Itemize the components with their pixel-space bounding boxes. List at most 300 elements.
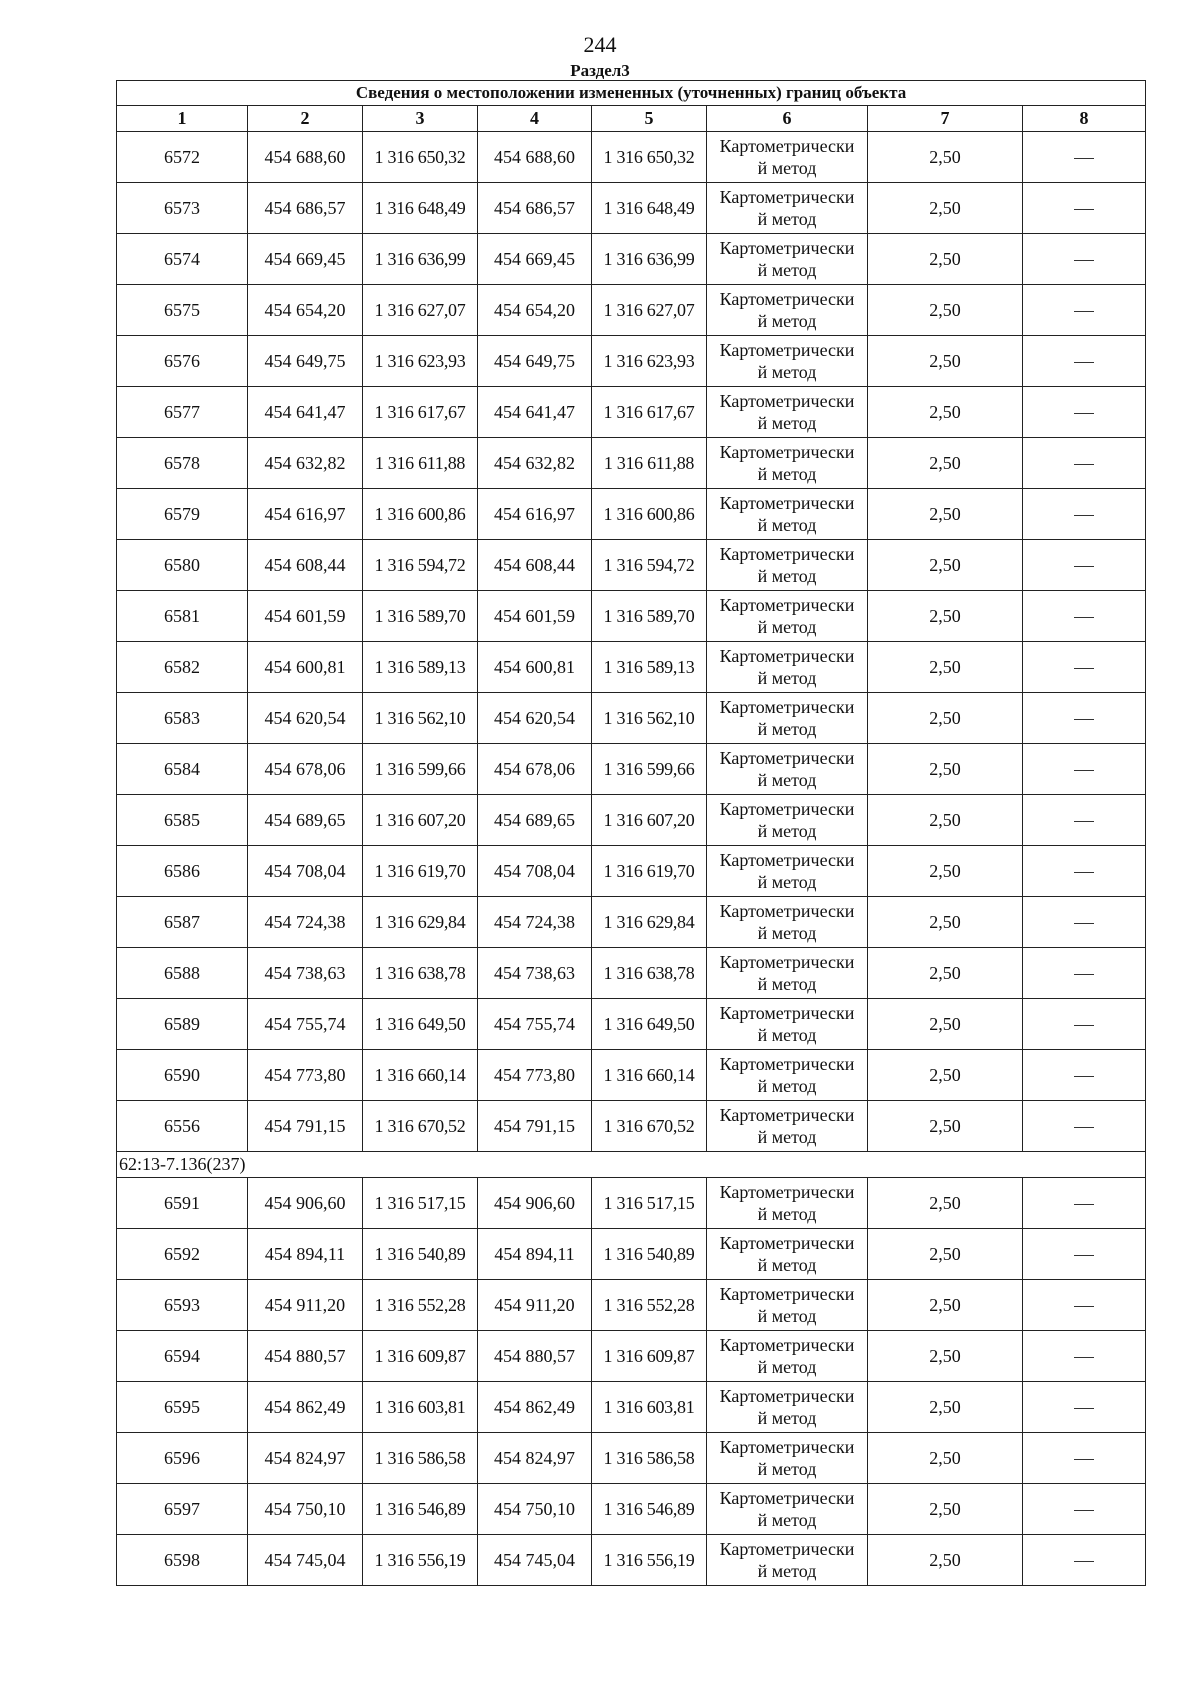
x-existing: 454 600,81 bbox=[248, 642, 363, 693]
column-number: 7 bbox=[868, 106, 1023, 132]
y-existing: 1 316 589,13 bbox=[363, 642, 478, 693]
method-line-2: й метод bbox=[757, 1306, 817, 1326]
table-caption-row bbox=[117, 81, 1146, 106]
x-existing: 454 755,74 bbox=[248, 999, 363, 1050]
y-new: 1 316 623,93 bbox=[592, 336, 707, 387]
table-row bbox=[117, 897, 1146, 948]
method-line-1: Картометрически bbox=[719, 595, 855, 615]
accuracy-value: 2,50 bbox=[868, 1382, 1023, 1433]
x-existing: 454 678,06 bbox=[248, 744, 363, 795]
accuracy-value: 2,50 bbox=[868, 795, 1023, 846]
method-cell bbox=[707, 489, 868, 540]
y-new: 1 316 648,49 bbox=[592, 183, 707, 234]
x-new: 454 750,10 bbox=[478, 1484, 592, 1535]
method-cell bbox=[707, 540, 868, 591]
method-cell bbox=[707, 1484, 868, 1535]
note-cell bbox=[1023, 1382, 1146, 1433]
note-cell bbox=[1023, 999, 1146, 1050]
point-number: 6575 bbox=[117, 285, 248, 336]
x-new: 454 678,06 bbox=[478, 744, 592, 795]
dash-mark bbox=[1074, 311, 1094, 312]
point-number: 6576 bbox=[117, 336, 248, 387]
method-cell bbox=[707, 948, 868, 999]
note-cell bbox=[1023, 234, 1146, 285]
method-cell bbox=[707, 846, 868, 897]
y-new: 1 316 650,32 bbox=[592, 132, 707, 183]
x-new: 454 862,49 bbox=[478, 1382, 592, 1433]
note-cell bbox=[1023, 693, 1146, 744]
y-new: 1 316 638,78 bbox=[592, 948, 707, 999]
dash-mark bbox=[1074, 566, 1094, 567]
table-row bbox=[117, 336, 1146, 387]
x-new: 454 620,54 bbox=[478, 693, 592, 744]
accuracy-value: 2,50 bbox=[868, 1331, 1023, 1382]
method-line-1: Картометрически bbox=[719, 748, 855, 768]
dash-mark bbox=[1074, 770, 1094, 771]
method-line-2: й метод bbox=[757, 158, 817, 178]
note-cell bbox=[1023, 540, 1146, 591]
table-row bbox=[117, 1178, 1146, 1229]
note-cell bbox=[1023, 591, 1146, 642]
point-number: 6593 bbox=[117, 1280, 248, 1331]
x-new: 454 688,60 bbox=[478, 132, 592, 183]
y-existing: 1 316 599,66 bbox=[363, 744, 478, 795]
method-line-1: Картометрически bbox=[719, 289, 855, 309]
method-line-2: й метод bbox=[757, 362, 817, 382]
x-existing: 454 669,45 bbox=[248, 234, 363, 285]
method-cell bbox=[707, 642, 868, 693]
method-line-1: Картометрически bbox=[719, 799, 855, 819]
method-cell bbox=[707, 234, 868, 285]
x-new: 454 654,20 bbox=[478, 285, 592, 336]
x-new: 454 906,60 bbox=[478, 1178, 592, 1229]
x-new: 454 600,81 bbox=[478, 642, 592, 693]
column-number: 3 bbox=[363, 106, 478, 132]
dash-mark bbox=[1074, 872, 1094, 873]
method-line-1: Картометрически bbox=[719, 1488, 855, 1508]
table-row bbox=[117, 642, 1146, 693]
table-row bbox=[117, 1101, 1146, 1152]
x-new: 454 880,57 bbox=[478, 1331, 592, 1382]
note-cell bbox=[1023, 132, 1146, 183]
note-cell bbox=[1023, 1101, 1146, 1152]
x-new: 454 708,04 bbox=[478, 846, 592, 897]
method-line-2: й метод bbox=[757, 260, 817, 280]
method-line-1: Картометрически bbox=[719, 544, 855, 564]
x-new: 454 791,15 bbox=[478, 1101, 592, 1152]
point-number: 6594 bbox=[117, 1331, 248, 1382]
method-line-1: Картометрически bbox=[719, 646, 855, 666]
dash-mark bbox=[1074, 974, 1094, 975]
page-number: 244 bbox=[583, 32, 617, 57]
y-existing: 1 316 517,15 bbox=[363, 1178, 478, 1229]
x-existing: 454 641,47 bbox=[248, 387, 363, 438]
point-number: 6589 bbox=[117, 999, 248, 1050]
x-existing: 454 750,10 bbox=[248, 1484, 363, 1535]
method-cell bbox=[707, 1280, 868, 1331]
accuracy-value: 2,50 bbox=[868, 1280, 1023, 1331]
y-new: 1 316 619,70 bbox=[592, 846, 707, 897]
x-existing: 454 708,04 bbox=[248, 846, 363, 897]
y-new: 1 316 636,99 bbox=[592, 234, 707, 285]
x-existing: 454 862,49 bbox=[248, 1382, 363, 1433]
x-new: 454 689,65 bbox=[478, 795, 592, 846]
method-line-2: й метод bbox=[757, 566, 817, 586]
dash-mark bbox=[1074, 719, 1094, 720]
point-number: 6573 bbox=[117, 183, 248, 234]
method-line-2: й метод bbox=[757, 1459, 817, 1479]
y-existing: 1 316 623,93 bbox=[363, 336, 478, 387]
dash-mark bbox=[1074, 1459, 1094, 1460]
accuracy-value: 2,50 bbox=[868, 693, 1023, 744]
point-number: 6586 bbox=[117, 846, 248, 897]
point-number: 6597 bbox=[117, 1484, 248, 1535]
accuracy-value: 2,50 bbox=[868, 744, 1023, 795]
table-row bbox=[117, 1050, 1146, 1101]
y-existing: 1 316 607,20 bbox=[363, 795, 478, 846]
note-cell bbox=[1023, 897, 1146, 948]
method-line-2: й метод bbox=[757, 821, 817, 841]
method-line-2: й метод bbox=[757, 617, 817, 637]
y-existing: 1 316 648,49 bbox=[363, 183, 478, 234]
dash-mark bbox=[1074, 1510, 1094, 1511]
x-existing: 454 649,75 bbox=[248, 336, 363, 387]
table-row bbox=[117, 591, 1146, 642]
accuracy-value: 2,50 bbox=[868, 999, 1023, 1050]
x-existing: 454 724,38 bbox=[248, 897, 363, 948]
method-cell bbox=[707, 183, 868, 234]
method-cell bbox=[707, 1382, 868, 1433]
column-number: 4 bbox=[478, 106, 592, 132]
accuracy-value: 2,50 bbox=[868, 438, 1023, 489]
x-new: 454 738,63 bbox=[478, 948, 592, 999]
method-cell bbox=[707, 693, 868, 744]
y-new: 1 316 660,14 bbox=[592, 1050, 707, 1101]
note-cell bbox=[1023, 1229, 1146, 1280]
method-line-1: Картометрически bbox=[719, 1054, 855, 1074]
note-cell bbox=[1023, 846, 1146, 897]
note-cell bbox=[1023, 183, 1146, 234]
dash-mark bbox=[1074, 1561, 1094, 1562]
accuracy-value: 2,50 bbox=[868, 387, 1023, 438]
x-new: 454 641,47 bbox=[478, 387, 592, 438]
method-line-2: й метод bbox=[757, 413, 817, 433]
x-new: 454 632,82 bbox=[478, 438, 592, 489]
table-row bbox=[117, 1331, 1146, 1382]
method-line-2: й метод bbox=[757, 1510, 817, 1530]
dash-mark bbox=[1074, 821, 1094, 822]
method-cell bbox=[707, 999, 868, 1050]
point-number: 6556 bbox=[117, 1101, 248, 1152]
table-row bbox=[117, 1433, 1146, 1484]
table-caption: Сведения о местоположении измененных (уточненных) границ объекта bbox=[117, 81, 1146, 106]
x-existing: 454 654,20 bbox=[248, 285, 363, 336]
table-row bbox=[117, 489, 1146, 540]
method-cell bbox=[707, 387, 868, 438]
table-row bbox=[117, 183, 1146, 234]
y-existing: 1 316 636,99 bbox=[363, 234, 478, 285]
note-cell bbox=[1023, 438, 1146, 489]
dash-mark bbox=[1074, 1306, 1094, 1307]
accuracy-value: 2,50 bbox=[868, 285, 1023, 336]
accuracy-value: 2,50 bbox=[868, 1229, 1023, 1280]
x-existing: 454 824,97 bbox=[248, 1433, 363, 1484]
table-row bbox=[117, 795, 1146, 846]
point-number: 6572 bbox=[117, 132, 248, 183]
x-existing: 454 791,15 bbox=[248, 1101, 363, 1152]
method-line-1: Картометрически bbox=[719, 442, 855, 462]
y-existing: 1 316 586,58 bbox=[363, 1433, 478, 1484]
point-number: 6588 bbox=[117, 948, 248, 999]
method-line-2: й метод bbox=[757, 719, 817, 739]
method-cell bbox=[707, 1050, 868, 1101]
y-existing: 1 316 609,87 bbox=[363, 1331, 478, 1382]
method-line-2: й метод bbox=[757, 668, 817, 688]
x-new: 454 773,80 bbox=[478, 1050, 592, 1101]
method-line-2: й метод bbox=[757, 1204, 817, 1224]
section-title: Раздел3 bbox=[570, 61, 630, 80]
x-new: 454 894,11 bbox=[478, 1229, 592, 1280]
note-cell bbox=[1023, 1331, 1146, 1382]
table-row bbox=[117, 387, 1146, 438]
column-number: 5 bbox=[592, 106, 707, 132]
y-existing: 1 316 556,19 bbox=[363, 1535, 478, 1586]
dash-mark bbox=[1074, 668, 1094, 669]
y-new: 1 316 609,87 bbox=[592, 1331, 707, 1382]
x-new: 454 686,57 bbox=[478, 183, 592, 234]
table-row bbox=[117, 438, 1146, 489]
x-existing: 454 608,44 bbox=[248, 540, 363, 591]
note-cell bbox=[1023, 744, 1146, 795]
method-cell bbox=[707, 438, 868, 489]
accuracy-value: 2,50 bbox=[868, 1535, 1023, 1586]
table-row bbox=[117, 1280, 1146, 1331]
y-new: 1 316 589,70 bbox=[592, 591, 707, 642]
accuracy-value: 2,50 bbox=[868, 1050, 1023, 1101]
method-line-1: Картометрически bbox=[719, 391, 855, 411]
x-new: 454 724,38 bbox=[478, 897, 592, 948]
point-number: 6582 bbox=[117, 642, 248, 693]
method-line-1: Картометрически bbox=[719, 1437, 855, 1457]
dash-mark bbox=[1074, 1025, 1094, 1026]
column-number: 6 bbox=[707, 106, 868, 132]
point-number: 6591 bbox=[117, 1178, 248, 1229]
x-new: 454 669,45 bbox=[478, 234, 592, 285]
dash-mark bbox=[1074, 1255, 1094, 1256]
method-line-2: й метод bbox=[757, 1127, 817, 1147]
x-existing: 454 894,11 bbox=[248, 1229, 363, 1280]
y-existing: 1 316 638,78 bbox=[363, 948, 478, 999]
method-line-1: Картометрически bbox=[719, 1335, 855, 1355]
method-line-2: й метод bbox=[757, 1025, 817, 1045]
method-line-1: Картометрически bbox=[719, 1284, 855, 1304]
point-number: 6590 bbox=[117, 1050, 248, 1101]
point-number: 6585 bbox=[117, 795, 248, 846]
method-line-1: Картометрически bbox=[719, 187, 855, 207]
dash-mark bbox=[1074, 923, 1094, 924]
y-new: 1 316 627,07 bbox=[592, 285, 707, 336]
method-cell bbox=[707, 1229, 868, 1280]
note-cell bbox=[1023, 489, 1146, 540]
table-row bbox=[117, 693, 1146, 744]
note-cell bbox=[1023, 1484, 1146, 1535]
y-new: 1 316 556,19 bbox=[592, 1535, 707, 1586]
group-label: 62:13-7.136(237) bbox=[117, 1152, 1146, 1178]
point-number: 6580 bbox=[117, 540, 248, 591]
method-line-1: Картометрически bbox=[719, 952, 855, 972]
method-cell bbox=[707, 1331, 868, 1382]
accuracy-value: 2,50 bbox=[868, 1101, 1023, 1152]
x-existing: 454 689,65 bbox=[248, 795, 363, 846]
table-row bbox=[117, 1229, 1146, 1280]
y-new: 1 316 589,13 bbox=[592, 642, 707, 693]
x-new: 454 608,44 bbox=[478, 540, 592, 591]
y-existing: 1 316 650,32 bbox=[363, 132, 478, 183]
y-existing: 1 316 670,52 bbox=[363, 1101, 478, 1152]
method-cell bbox=[707, 285, 868, 336]
y-existing: 1 316 611,88 bbox=[363, 438, 478, 489]
x-new: 454 616,97 bbox=[478, 489, 592, 540]
point-number: 6596 bbox=[117, 1433, 248, 1484]
dash-mark bbox=[1074, 362, 1094, 363]
method-line-2: й метод bbox=[757, 1408, 817, 1428]
dash-mark bbox=[1074, 515, 1094, 516]
accuracy-value: 2,50 bbox=[868, 846, 1023, 897]
accuracy-value: 2,50 bbox=[868, 234, 1023, 285]
method-cell bbox=[707, 336, 868, 387]
x-new: 454 649,75 bbox=[478, 336, 592, 387]
coordinates-table bbox=[116, 80, 1146, 1586]
accuracy-value: 2,50 bbox=[868, 540, 1023, 591]
column-number: 2 bbox=[248, 106, 363, 132]
y-new: 1 316 629,84 bbox=[592, 897, 707, 948]
y-existing: 1 316 600,86 bbox=[363, 489, 478, 540]
accuracy-value: 2,50 bbox=[868, 1178, 1023, 1229]
table-row bbox=[117, 132, 1146, 183]
x-existing: 454 738,63 bbox=[248, 948, 363, 999]
method-line-1: Картометрически bbox=[719, 493, 855, 513]
y-existing: 1 316 589,70 bbox=[363, 591, 478, 642]
table-row bbox=[117, 1484, 1146, 1535]
method-cell bbox=[707, 132, 868, 183]
y-existing: 1 316 617,67 bbox=[363, 387, 478, 438]
x-existing: 454 686,57 bbox=[248, 183, 363, 234]
method-cell bbox=[707, 1178, 868, 1229]
y-new: 1 316 517,15 bbox=[592, 1178, 707, 1229]
accuracy-value: 2,50 bbox=[868, 1484, 1023, 1535]
x-existing: 454 745,04 bbox=[248, 1535, 363, 1586]
point-number: 6598 bbox=[117, 1535, 248, 1586]
point-number: 6574 bbox=[117, 234, 248, 285]
table-row bbox=[117, 744, 1146, 795]
point-number: 6587 bbox=[117, 897, 248, 948]
method-line-2: й метод bbox=[757, 1076, 817, 1096]
x-new: 454 824,97 bbox=[478, 1433, 592, 1484]
method-line-1: Картометрически bbox=[719, 340, 855, 360]
table-row bbox=[117, 846, 1146, 897]
x-existing: 454 911,20 bbox=[248, 1280, 363, 1331]
y-existing: 1 316 629,84 bbox=[363, 897, 478, 948]
method-line-2: й метод bbox=[757, 923, 817, 943]
method-line-2: й метод bbox=[757, 1561, 817, 1581]
method-line-1: Картометрически bbox=[719, 901, 855, 921]
y-new: 1 316 600,86 bbox=[592, 489, 707, 540]
y-existing: 1 316 552,28 bbox=[363, 1280, 478, 1331]
note-cell bbox=[1023, 795, 1146, 846]
accuracy-value: 2,50 bbox=[868, 183, 1023, 234]
x-existing: 454 616,97 bbox=[248, 489, 363, 540]
x-new: 454 601,59 bbox=[478, 591, 592, 642]
note-cell bbox=[1023, 1535, 1146, 1586]
x-existing: 454 601,59 bbox=[248, 591, 363, 642]
method-line-1: Картометрически bbox=[719, 1182, 855, 1202]
method-line-1: Картометрически bbox=[719, 1105, 855, 1125]
y-new: 1 316 617,67 bbox=[592, 387, 707, 438]
column-number-row bbox=[117, 106, 1146, 132]
dash-mark bbox=[1074, 1127, 1094, 1128]
y-existing: 1 316 603,81 bbox=[363, 1382, 478, 1433]
y-new: 1 316 552,28 bbox=[592, 1280, 707, 1331]
point-number: 6583 bbox=[117, 693, 248, 744]
dash-mark bbox=[1074, 413, 1094, 414]
dash-mark bbox=[1074, 1204, 1094, 1205]
dash-mark bbox=[1074, 209, 1094, 210]
method-line-2: й метод bbox=[757, 872, 817, 892]
table-row bbox=[117, 999, 1146, 1050]
method-cell bbox=[707, 1535, 868, 1586]
y-new: 1 316 540,89 bbox=[592, 1229, 707, 1280]
dash-mark bbox=[1074, 464, 1094, 465]
method-cell bbox=[707, 897, 868, 948]
method-line-2: й метод bbox=[757, 464, 817, 484]
method-line-2: й метод bbox=[757, 770, 817, 790]
point-number: 6578 bbox=[117, 438, 248, 489]
point-number: 6595 bbox=[117, 1382, 248, 1433]
y-existing: 1 316 619,70 bbox=[363, 846, 478, 897]
note-cell bbox=[1023, 948, 1146, 999]
x-existing: 454 620,54 bbox=[248, 693, 363, 744]
dash-mark bbox=[1074, 158, 1094, 159]
x-existing: 454 688,60 bbox=[248, 132, 363, 183]
accuracy-value: 2,50 bbox=[868, 948, 1023, 999]
point-number: 6584 bbox=[117, 744, 248, 795]
y-new: 1 316 594,72 bbox=[592, 540, 707, 591]
table-row bbox=[117, 1382, 1146, 1433]
method-line-1: Картометрически bbox=[719, 1539, 855, 1559]
note-cell bbox=[1023, 1178, 1146, 1229]
point-number: 6581 bbox=[117, 591, 248, 642]
method-cell bbox=[707, 591, 868, 642]
dash-mark bbox=[1074, 1357, 1094, 1358]
method-line-1: Картометрически bbox=[719, 850, 855, 870]
point-number: 6592 bbox=[117, 1229, 248, 1280]
method-cell bbox=[707, 1101, 868, 1152]
accuracy-value: 2,50 bbox=[868, 1433, 1023, 1484]
method-line-2: й метод bbox=[757, 209, 817, 229]
y-new: 1 316 546,89 bbox=[592, 1484, 707, 1535]
method-line-1: Картометрически bbox=[719, 697, 855, 717]
x-new: 454 745,04 bbox=[478, 1535, 592, 1586]
y-existing: 1 316 627,07 bbox=[363, 285, 478, 336]
accuracy-value: 2,50 bbox=[868, 489, 1023, 540]
accuracy-value: 2,50 bbox=[868, 642, 1023, 693]
method-line-1: Картометрически bbox=[719, 1003, 855, 1023]
y-new: 1 316 670,52 bbox=[592, 1101, 707, 1152]
column-number: 1 bbox=[117, 106, 248, 132]
point-number: 6579 bbox=[117, 489, 248, 540]
table-row bbox=[117, 285, 1146, 336]
method-line-2: й метод bbox=[757, 974, 817, 994]
